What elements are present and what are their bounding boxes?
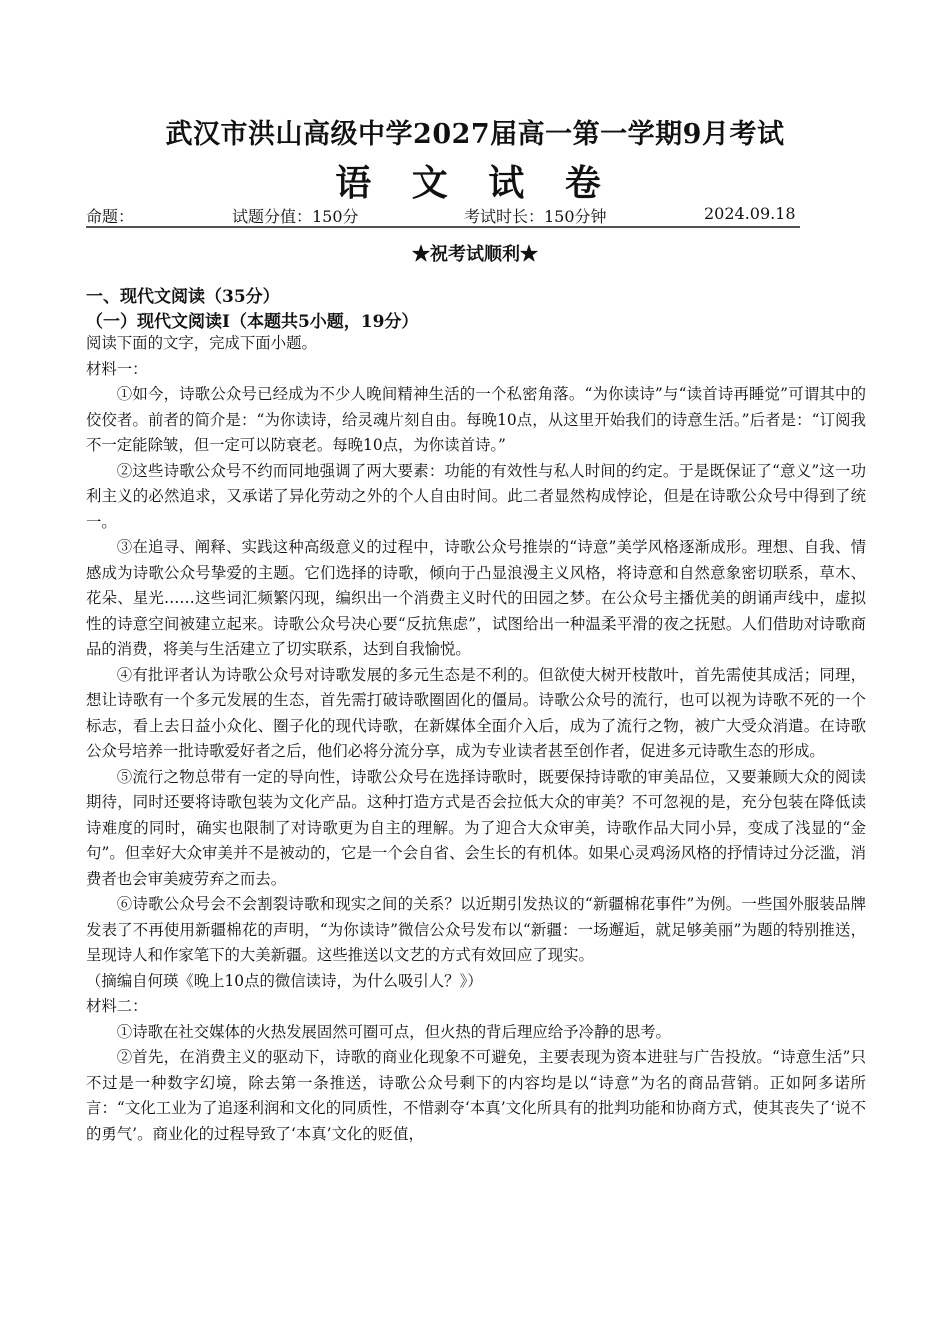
paragraph: ⑤流行之物总带有一定的导向性，诗歌公众号在选择诗歌时，既要保持诗歌的审美品位，又要兼顾大众的阅读期待，同时还要将诗歌包装为文化产品。这种打造方式是否会拉低大众的审美？不可忽视的是，充分包装在降低读诗难度的同时，确实也限制了对诗歌更为自主的理解。为了迎合大众审美，诗歌作品大同小异，变成了浅显的“金句”。但幸好大众审美并不是被动的，它是一个会自省、会生长的有机体。如果心灵鸡汤风格的抒情诗过分泛滥，消费者也会审美疲劳弃之而去。	[86, 767, 866, 888]
paragraph: ②首先，在消费主义的驱动下，诗歌的商业化现象不可避免，主要表现为资本进驻与广告投放。“诗意生活”只不过是一种数字幻境，除去第一条推送，诗歌公众号剩下的内容均是以“诗意”为名的商品营销。正如阿多诺所言：“文化工业为了追逐利润和文化的同质性，不惜剥夺‘本真’文化所具有的批判功能和协商方式，使其丧失了‘说不的勇气’。商业化的过程导致了‘本真’文化的贬值，	[86, 1048, 866, 1143]
exam-date: 2024.09.18	[704, 204, 796, 223]
author-label: 命题：	[86, 207, 135, 226]
section-heading: 一、现代文阅读（35分）	[86, 287, 280, 307]
material1-label: 材料一：	[86, 359, 148, 378]
exam-meta-line	[86, 204, 800, 228]
material1-source: （摘编自何瑛《晚上10点的微信读诗，为什么吸引人？》）	[86, 971, 483, 990]
exam-subtitle: 语 文 试 卷	[335, 162, 615, 204]
paragraph: ③在追寻、阐释、实践这种高级意义的过程中，诗歌公众号推崇的“诗意”美学风格逐渐成形。理想、自我、情感成为诗歌公众号挚爱的主题。它们选择的诗歌，倾向于凸显浪漫主义风格，将诗意和自然意象密切联系，草木、花朵、星光……这些词汇频繁闪现，编织出一个消费主义时代的田园之梦。在公众号主播优美的朗诵声线中，虚拟性的诗意空间被建立起来。诗歌公众号决心要“反抗焦虑”，试图给出一种温柔平滑的夜之抚慰。人们借助对诗歌商品的消费，将美与生活建立了切实联系，达到自我愉悦。	[86, 538, 866, 658]
paragraph: ②这些诗歌公众号不约而同地强调了两大要素：功能的有效性与私人时间的约定。于是既保证了“意义”这一功利主义的必然追求，又承诺了异化劳动之外的个人自由时间。此二者显然构成悖论，但是在诗歌公众号中得到了统一。	[86, 461, 866, 531]
good-luck-banner: ★祝考试顺利★	[412, 244, 538, 265]
paragraph: ①如今，诗歌公众号已经成为不少人晚间精神生活的一个私密角落。“为你读诗”与“读首诗再睡觉”可谓其中的佼佼者。前者的简介是：“为你读诗，给灵魂片刻自由。每晚10点，从这里开始我们的诗意生活。”后者是：“订阅我不一定能除皱，但一定可以防衰老。每晚10点，为你读首诗。”	[86, 385, 866, 454]
duration-info: 考试时长：150分钟	[464, 207, 607, 226]
instruction-text: 阅读下面的文字，完成下面小题。	[86, 334, 317, 352]
subsection-heading: （一）现代文阅读Ⅰ（本题共5小题，19分）	[86, 312, 419, 332]
reading-passage	[86, 331, 866, 1147]
paragraph: ①诗歌在社交媒体的火热发展固然可圈可点，但火热的背后理应给予冷静的思考。	[116, 1022, 671, 1041]
exam-title: 武汉市洪山高级中学2027届高一第一学期9月考试	[165, 119, 785, 150]
score-info: 试题分值：150分	[232, 207, 359, 226]
material2-label: 材料二：	[86, 997, 148, 1015]
paragraph: ④有批评者认为诗歌公众号对诗歌发展的多元生态是不利的。但欲使大树开枝散叶，首先需使其成活；同理，想让诗歌有一个多元发展的生态，首先需打破诗歌圈固化的僵局。诗歌公众号的流行，也可以视为诗歌不死的一个标志，看上去日益小众化、圈子化的现代诗歌，在新媒体全面介入后，成为了流行之物，被广大受众消遣。在诗歌公众号培养一批诗歌爱好者之后，他们必将分流分享，成为专业读者甚至创作者，促进多元诗歌生态的形成。	[86, 665, 866, 760]
paragraph: ⑥诗歌公众号会不会割裂诗歌和现实之间的关系？以近期引发热议的“新疆棉花事件”为例。一些国外服装品牌发表了不再使用新疆棉花的声明，“为你读诗”微信公众号发布以“新疆：一场邂逅，就足够美丽”为题的特别推送，呈现诗人和作家笔下的大美新疆。这些推送以文艺的方式有效回应了现实。	[86, 895, 866, 964]
